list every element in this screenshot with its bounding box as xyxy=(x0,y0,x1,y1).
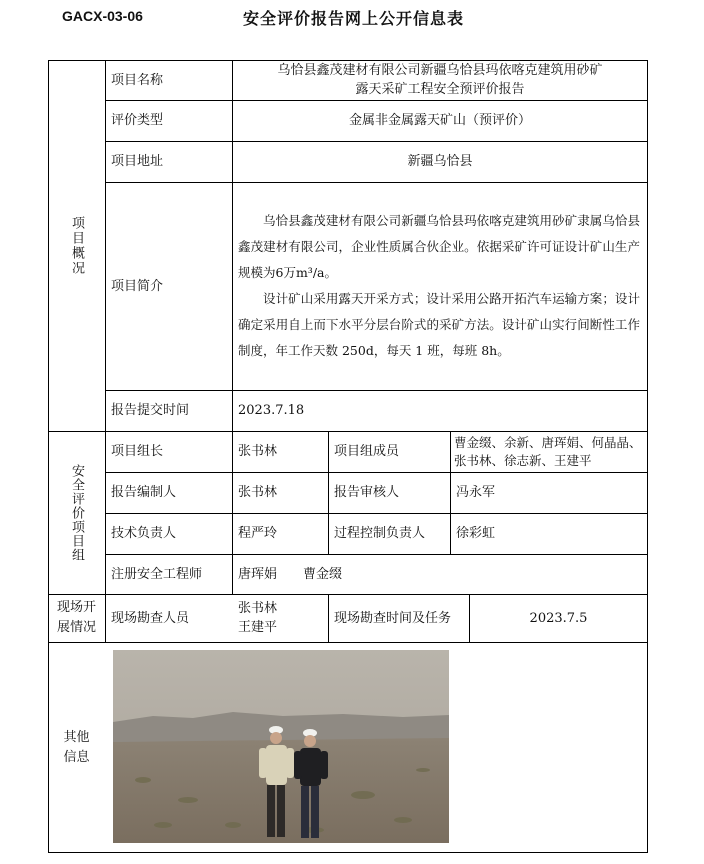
intro-paragraph-2: 设计矿山采用露天开采方式；设计采用公路开拓汽车运输方案；设计确定采用自上而下水平分层台阶式的采矿方法。设计矿山实行间断性工作制度，年工作天数 250d，每天 1 班，每班 8h。 xyxy=(238,291,640,358)
submit-time-label: 报告提交时间 xyxy=(111,403,190,418)
tech-lead-value: 程严玲 xyxy=(238,526,278,541)
overview-section-text: 项目概况 xyxy=(69,215,84,276)
safety-engineer-value: 唐珲娟 曹金缀 xyxy=(238,566,343,582)
section-overview-label xyxy=(48,60,105,431)
intro-paragraph-1: 乌恰县鑫茂建材有限公司新疆乌恰县玛依喀克建筑用砂矿隶属乌恰县鑫茂建材有限公司，企业性质属合伙企业。依据采矿许可证设计矿山生产规模为6万m³/a。 xyxy=(238,213,640,280)
process-control-value: 徐彩虹 xyxy=(456,526,496,541)
section-team-label xyxy=(48,431,105,594)
team-leader-value: 张书林 xyxy=(238,444,278,459)
site-staff-label: 现场勘查人员 xyxy=(111,610,190,626)
team-members-label: 项目组成员 xyxy=(334,444,400,459)
safety-engineer-label: 注册安全工程师 xyxy=(111,566,203,582)
site-time-label: 现场勘查时间及任务 xyxy=(334,610,452,626)
site-staff-value xyxy=(232,594,328,642)
submit-time-value: 2023.7.18 xyxy=(238,403,305,418)
project-name-label: 项目名称 xyxy=(111,72,164,88)
site-survey-photo xyxy=(113,650,449,843)
evaluation-type-label: 评价类型 xyxy=(111,113,164,128)
project-name-value: 乌恰县鑫茂建材有限公司新疆乌恰县玛依喀克建筑用砂矿露天采矿工程安全预评价报告 xyxy=(277,63,603,97)
project-intro-label: 项目简介 xyxy=(111,278,164,294)
document-code: GACX-03-06 xyxy=(62,8,143,24)
evaluation-type-value: 金属非金属露天矿山（预评价） xyxy=(348,113,531,128)
team-section-text: 安全评价项目组 xyxy=(69,463,84,562)
report-compiler-label: 报告编制人 xyxy=(111,485,177,500)
report-reviewer-value: 冯永军 xyxy=(456,485,496,500)
project-address-label: 项目地址 xyxy=(111,154,164,169)
site-staff-name-2: 王建平 xyxy=(238,620,278,635)
section-other-label: 其他信息 xyxy=(63,729,90,765)
document-title: 安全评价报告网上公开信息表 xyxy=(243,9,465,28)
section-site-label: 现场开展情况 xyxy=(56,600,96,635)
site-staff-name-1: 张书林 xyxy=(238,601,278,616)
team-leader-label: 项目组长 xyxy=(111,444,164,459)
team-members-value: 曹金缀、余新、唐珲娟、何晶晶、张书林、徐志新、王建平 xyxy=(454,434,642,468)
project-intro-text xyxy=(232,182,648,390)
process-control-label: 过程控制负责人 xyxy=(334,526,426,541)
site-time-value: 2023.7.5 xyxy=(529,610,588,626)
project-address-value: 新疆乌恰县 xyxy=(407,154,473,169)
report-compiler-value: 张书林 xyxy=(238,485,278,500)
report-reviewer-label: 报告审核人 xyxy=(334,485,400,500)
tech-lead-label: 技术负责人 xyxy=(111,526,177,541)
